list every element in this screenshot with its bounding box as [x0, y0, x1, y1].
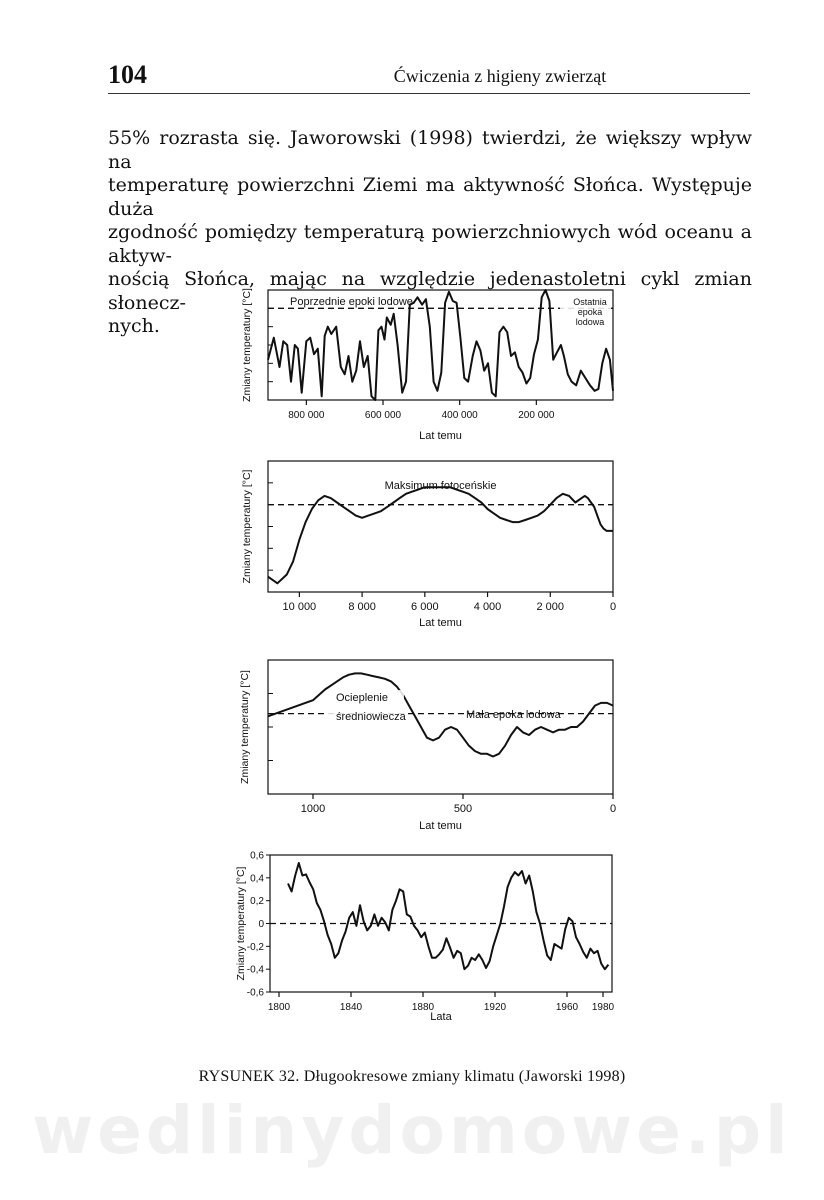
- y-axis-label: Zmiany temperatury [°C]: [239, 670, 251, 784]
- temperature-series-line: [268, 487, 613, 583]
- y-tick-label: -0,4: [246, 964, 264, 976]
- x-tick-label: 1980: [591, 1002, 615, 1013]
- y-axis-label: Zmiany temperatury [°C]: [235, 866, 247, 981]
- x-tick-label: 600 000: [364, 410, 402, 421]
- paragraph-line: temperaturę powierzchni Ziemi ma aktywność Słońca. Występuje duża: [108, 174, 752, 220]
- x-tick-label: 10 000: [282, 601, 317, 613]
- x-tick-label: 500: [453, 803, 473, 815]
- x-tick-label: 0: [609, 803, 617, 815]
- x-tick-label: 1840: [339, 1002, 363, 1013]
- y-axis-label: Zmiany temperatury [°C]: [241, 288, 253, 402]
- y-axis-label: Zmiany temperatury [°C]: [241, 469, 253, 584]
- chart-panel-3: [239, 660, 616, 832]
- y-tick-label: -0,2: [246, 941, 264, 953]
- y-tick-label: 0: [258, 919, 264, 930]
- y-tick-label: 0,6: [250, 850, 264, 862]
- chart-title: Maksimum fotoceńskie: [384, 480, 497, 492]
- figure-caption: RYSUNEK 32. Długookresowe zmiany klimatu (Jaworski 1998): [198, 1068, 626, 1085]
- chart-annotation: Mała epoka lodowa: [466, 709, 561, 721]
- y-tick-label: 0,2: [250, 896, 264, 908]
- chart-annotation: Poprzednie epoki lodowe: [290, 296, 413, 308]
- x-tick-label: 400 000: [441, 410, 478, 421]
- chart-panel-1: [241, 288, 613, 442]
- x-tick-label: 1000: [300, 803, 326, 815]
- chart-panel-4: [235, 851, 615, 1024]
- chart-annotation: Ostatnia: [573, 297, 607, 307]
- x-tick-label: 800 000: [288, 410, 325, 421]
- paragraph-line: nych.: [108, 315, 160, 337]
- temperature-series-line: [268, 673, 613, 756]
- x-axis-label: Lata: [430, 1011, 452, 1023]
- paragraph-line: zgodność pomiędzy temperaturą powierzchniowych wód oceanu a aktyw-: [108, 221, 752, 267]
- paragraph-line: 55% rozrasta się. Jaworowski (1998) twierdzi, że większy wpływ na: [108, 127, 752, 173]
- x-axis-label: Lat temu: [419, 820, 462, 832]
- chart-panel-2: [241, 461, 616, 629]
- y-tick-label: 0,4: [250, 873, 264, 885]
- chart-annotation: epoka: [577, 307, 603, 317]
- temperature-series-line: [288, 863, 608, 969]
- x-axis-label: Lat temu: [419, 430, 462, 442]
- x-tick-label: 8 000: [348, 601, 376, 613]
- running-title: Ćwiczenia z higieny zwierząt: [393, 66, 607, 86]
- x-tick-label: 1960: [555, 1002, 579, 1013]
- x-tick-label: 6 000: [411, 601, 439, 613]
- x-tick-label: 0: [609, 601, 617, 613]
- x-tick-label: 2 000: [536, 601, 565, 613]
- plot-frame: [268, 660, 613, 794]
- chart-annotation: średniowiecza: [336, 711, 406, 723]
- x-tick-label: 200 000: [518, 410, 555, 421]
- chart-annotation: lodowa: [575, 317, 605, 327]
- x-tick-label: 4 000: [473, 601, 502, 613]
- paragraph-line: nością Słońca, mając na względzie jedenastoletni cykl zmian słonecz-: [108, 268, 752, 314]
- chart-annotation: Ocieplenie: [336, 692, 388, 704]
- x-tick-label: 1920: [483, 1002, 507, 1013]
- page-number: 104: [108, 60, 147, 89]
- watermark: wedlinydomowe.pl: [32, 1092, 792, 1169]
- x-tick-label: 1800: [267, 1002, 291, 1013]
- x-tick-label: 1880: [411, 1002, 435, 1013]
- y-tick-label: -0,6: [246, 987, 264, 999]
- x-axis-label: Lat temu: [419, 617, 462, 629]
